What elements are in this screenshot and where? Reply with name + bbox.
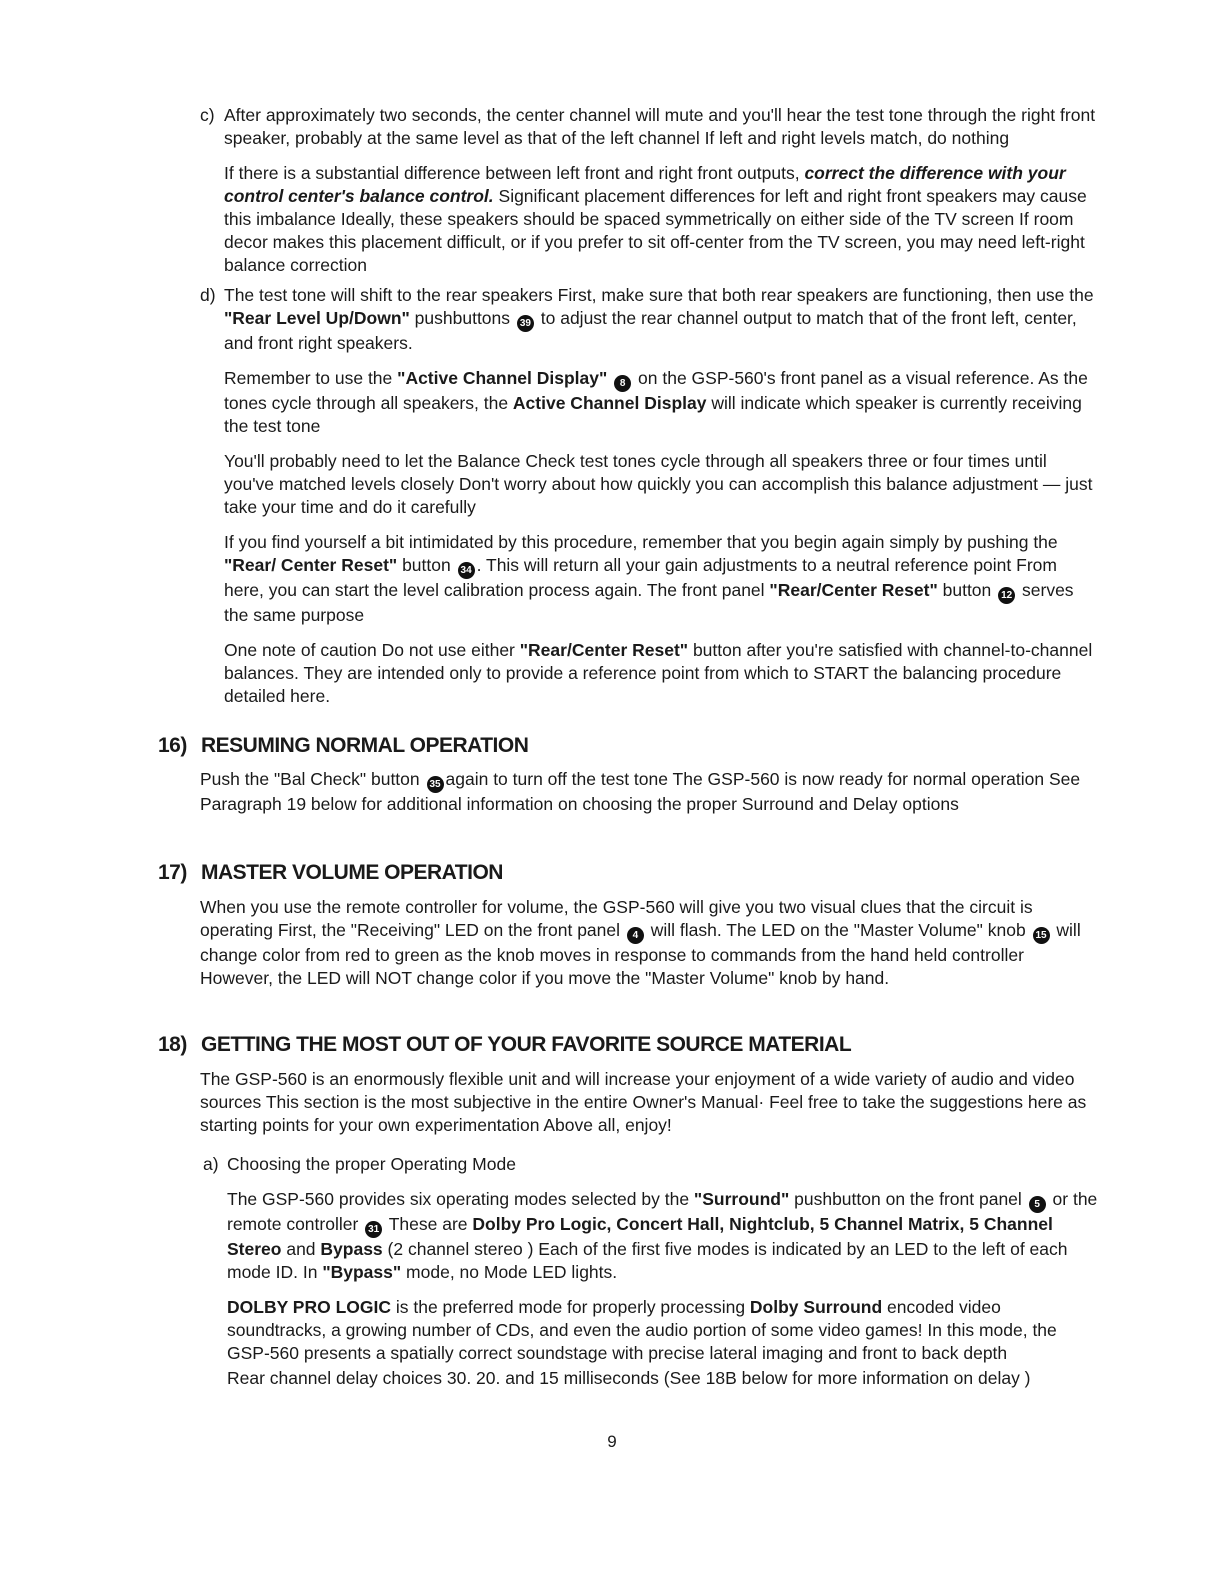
section-18-body	[200, 1068, 1100, 1149]
item-c-paragraph-1: After approximately two seconds, the center channel will mute and you'll hear the test tone through the right front speaker, probably at the same level as that of the left channel If left and right levels match, do nothing	[224, 105, 1096, 148]
item-d-paragraph-2	[224, 367, 1100, 438]
callout-number-icon: 35	[427, 776, 444, 793]
section-18-intro: The GSP-560 is an enormously flexible unit and will increase your enjoyment of a wide variety of audio and video sources This section is the most subjective in the entire Owner's Manual· Feel free to take the suggestions here as starting points for your own experimentation Above all, enjoy!	[200, 1069, 1087, 1135]
section-title: GETTING THE MOST OUT OF YOUR FAVORITE SOURCE MATERIAL	[201, 1033, 852, 1056]
text-run: When you use the remote controller for volume, the GSP-560 will give you two visual clues that the circuit is operating First, the "Receiving" LED on the front panel	[200, 897, 1033, 940]
bold-text: "Rear/Center Reset"	[519, 640, 689, 660]
section-17-body	[200, 896, 1100, 990]
text-run: will indicate which speaker is currently receiving the test tone	[224, 393, 1082, 436]
text-run: button after you're satisfied with channel-to-channel balances. They are intended only to provide a reference point from which to START the balancing procedure detailed here.	[224, 640, 1093, 706]
section-18-heading	[158, 1032, 851, 1058]
text-run: If there is a substantial difference between left front and right front outputs,	[224, 163, 805, 183]
section-16-paragraph	[200, 768, 1100, 816]
text-run: again to turn off the test tone The GSP-560 is now ready for normal operation See Paragraph 19 below for additional information on choosing the proper Surround and Delay options	[200, 769, 1081, 814]
text-run: If you find yourself a bit intimidated by this procedure, remember that you begin again simply by pushing the	[224, 532, 1058, 552]
text-run: serves the same purpose	[224, 580, 1074, 625]
operating-modes-paragraph	[227, 1188, 1103, 1284]
section-16-heading	[158, 733, 528, 759]
text-run: mode, no Mode LED lights.	[401, 1262, 618, 1282]
text-run: pushbuttons	[409, 308, 515, 328]
callout-number-icon: 31	[365, 1221, 382, 1238]
text-run: Push the "Bal Check" button	[200, 769, 425, 789]
bold-text: "Rear/ Center Reset"	[224, 555, 398, 575]
item-d-paragraph-3: You'll probably need to let the Balance Check test tones cycle through all speakers three or four times until you've matched levels closely Don't worry about how quickly you can accomplish this balance adjustment — just take your time and do it carefully	[224, 451, 1093, 517]
text-run: to adjust the rear channel output to match that of the front left, center, and front right speakers.	[224, 308, 1077, 353]
section-17-paragraph	[200, 896, 1100, 990]
text-run: pushbutton on the front panel	[789, 1189, 1027, 1209]
item-d	[200, 284, 1100, 708]
section-title: RESUMING NORMAL OPERATION	[201, 734, 529, 757]
item-d-paragraph-4	[224, 531, 1100, 627]
text-run: (2 channel stereo ) Each of the first five modes is indicated by an LED to the left of each mode ID. In	[227, 1239, 1068, 1282]
text-run: is the preferred mode for properly processing	[391, 1297, 750, 1317]
item-c	[200, 104, 1100, 289]
text-run: . This will return all your gain adjustments to a neutral reference point From here, you can start the level calibration process again. The front panel	[224, 555, 1057, 600]
dolby-pro-logic-paragraph	[227, 1296, 1103, 1365]
bold-text: Active Channel Display	[512, 393, 707, 413]
text-run: These are	[384, 1214, 473, 1234]
callout-number-icon: 4	[627, 927, 644, 944]
rear-delay-note: Rear channel delay choices 30. 20. and 15 milliseconds (See 18B below for more information on delay )	[227, 1368, 1031, 1388]
page-number: 9	[607, 1432, 617, 1451]
item-18a-title: Choosing the proper Operating Mode	[227, 1154, 516, 1174]
text-run: button	[397, 555, 456, 575]
item-c-label: c)	[200, 105, 215, 125]
callout-number-icon: 8	[614, 375, 631, 392]
text-run: encoded video soundtracks, a growing number of CDs, and even the audio portion of some video games! In this mode, the GSP-560 presents a spatially correct soundstage with precise lateral imaging and front to back depth	[227, 1297, 1057, 1363]
bold-text: Bypass	[320, 1239, 383, 1259]
item-d-paragraph-5	[224, 639, 1100, 708]
callout-number-icon: 15	[1033, 927, 1050, 944]
bold-text: "Rear/Center Reset"	[769, 580, 938, 600]
bold-text: "Bypass"	[322, 1262, 402, 1282]
text-run: The GSP-560 provides six operating modes selected by the	[227, 1189, 694, 1209]
item-18a	[203, 1153, 1103, 1390]
item-c-paragraph-2	[224, 162, 1100, 277]
section-number: 18)	[158, 1033, 187, 1056]
section-17-heading	[158, 860, 503, 886]
text-run: will change color from red to green as the knob moves in response to commands from the hand held controller However, the LED will NOT change color if you move the "Master Volume" knob by hand.	[200, 920, 1081, 988]
section-16-body	[200, 768, 1100, 816]
emphasis-text: correct the difference with your control center's balance control.	[224, 163, 1066, 206]
text-run: The test tone will shift to the rear speakers First, make sure that both rear speakers are functioning, then use the	[224, 285, 1094, 305]
bold-text: "Surround"	[693, 1189, 790, 1209]
text-run: Significant placement differences for left and right front speakers may cause this imbalance Ideally, these speakers should be spaced symmetrically on either side of the TV screen If room decor makes this placement difficult, or if you prefer to sit off-center from the TV screen, you may need left-right balance correction	[224, 186, 1087, 275]
item-18a-label: a)	[203, 1154, 219, 1174]
section-title: MASTER VOLUME OPERATION	[201, 861, 503, 884]
section-number: 17)	[158, 861, 187, 884]
bold-text: DOLBY PRO LOGIC	[227, 1297, 391, 1317]
callout-number-icon: 12	[998, 587, 1015, 604]
callout-number-icon: 39	[517, 315, 534, 332]
bold-text: "Active Channel Display"	[397, 368, 608, 388]
text-run: on the GSP-560's front panel as a visual reference. As the tones cycle through all speakers, the	[224, 368, 1088, 413]
text-run: Remember to use the	[224, 368, 398, 388]
bold-text: "Rear Level Up/Down"	[224, 308, 410, 328]
text-run: One note of caution Do not use either	[224, 640, 520, 660]
item-d-paragraph-1	[224, 284, 1100, 355]
text-run: or the remote controller	[227, 1189, 1098, 1234]
callout-number-icon: 34	[458, 562, 475, 579]
item-d-label: d)	[200, 285, 216, 305]
text-run: will flash. The LED on the "Master Volume" knob	[645, 920, 1031, 940]
section-number: 16)	[158, 734, 187, 757]
bold-text: Dolby Pro Logic, Concert Hall, Nightclub, 5 Channel Matrix, 5 Channel Stereo	[227, 1214, 1053, 1259]
callout-number-icon: 5	[1029, 1196, 1046, 1213]
bold-text: Dolby Surround	[749, 1297, 883, 1317]
text-run: and	[281, 1239, 321, 1259]
text-run: button	[937, 580, 997, 600]
